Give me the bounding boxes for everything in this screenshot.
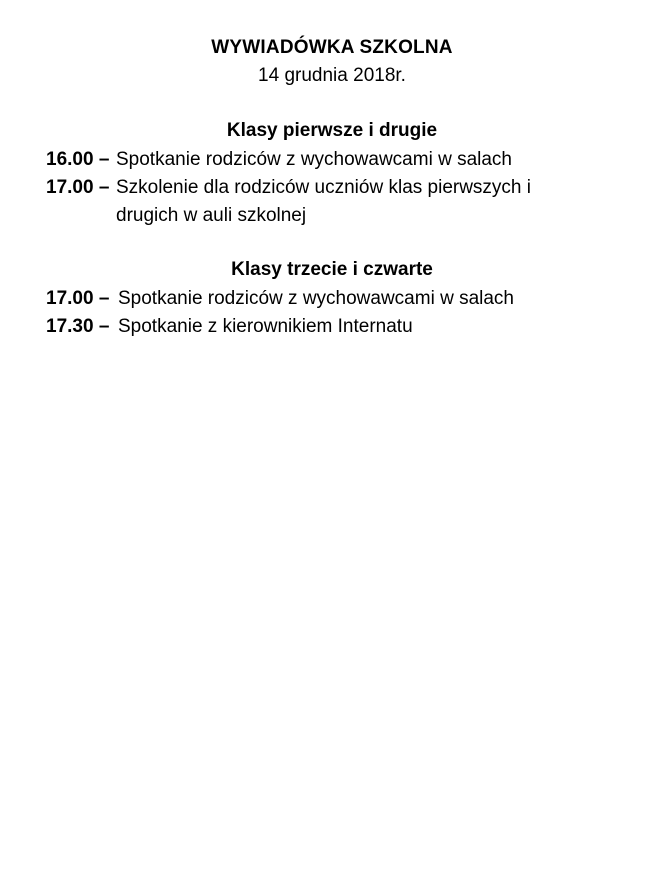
schedule-time: 17.00 –	[46, 288, 110, 309]
schedule-time: 17.30 –	[46, 316, 110, 337]
schedule-item	[46, 146, 566, 174]
document-date: 14 grudnia 2018r.	[258, 65, 406, 86]
schedule-description: Spotkanie rodziców z wychowawcami w salach	[118, 288, 514, 309]
schedule-time: 16.00 –	[46, 149, 110, 170]
schedule-description: Szkolenie dla rodziców uczniów klas pierwszych i drugich w auli szkolnej	[116, 177, 532, 226]
document-title: WYWIADÓWKA SZKOLNA	[211, 37, 453, 58]
section-title-first-second: Klasy pierwsze i drugie	[226, 120, 438, 141]
schedule-description: Spotkanie rodziców z wychowawcami w salach	[116, 149, 512, 170]
schedule-time: 17.00 –	[46, 177, 110, 198]
schedule-item	[46, 174, 566, 230]
schedule-item	[46, 313, 568, 341]
section-title-third-fourth: Klasy trzecie i czwarte	[231, 259, 433, 280]
schedule-description: Spotkanie z kierownikiem Internatu	[118, 316, 413, 337]
schedule-item	[46, 285, 568, 313]
